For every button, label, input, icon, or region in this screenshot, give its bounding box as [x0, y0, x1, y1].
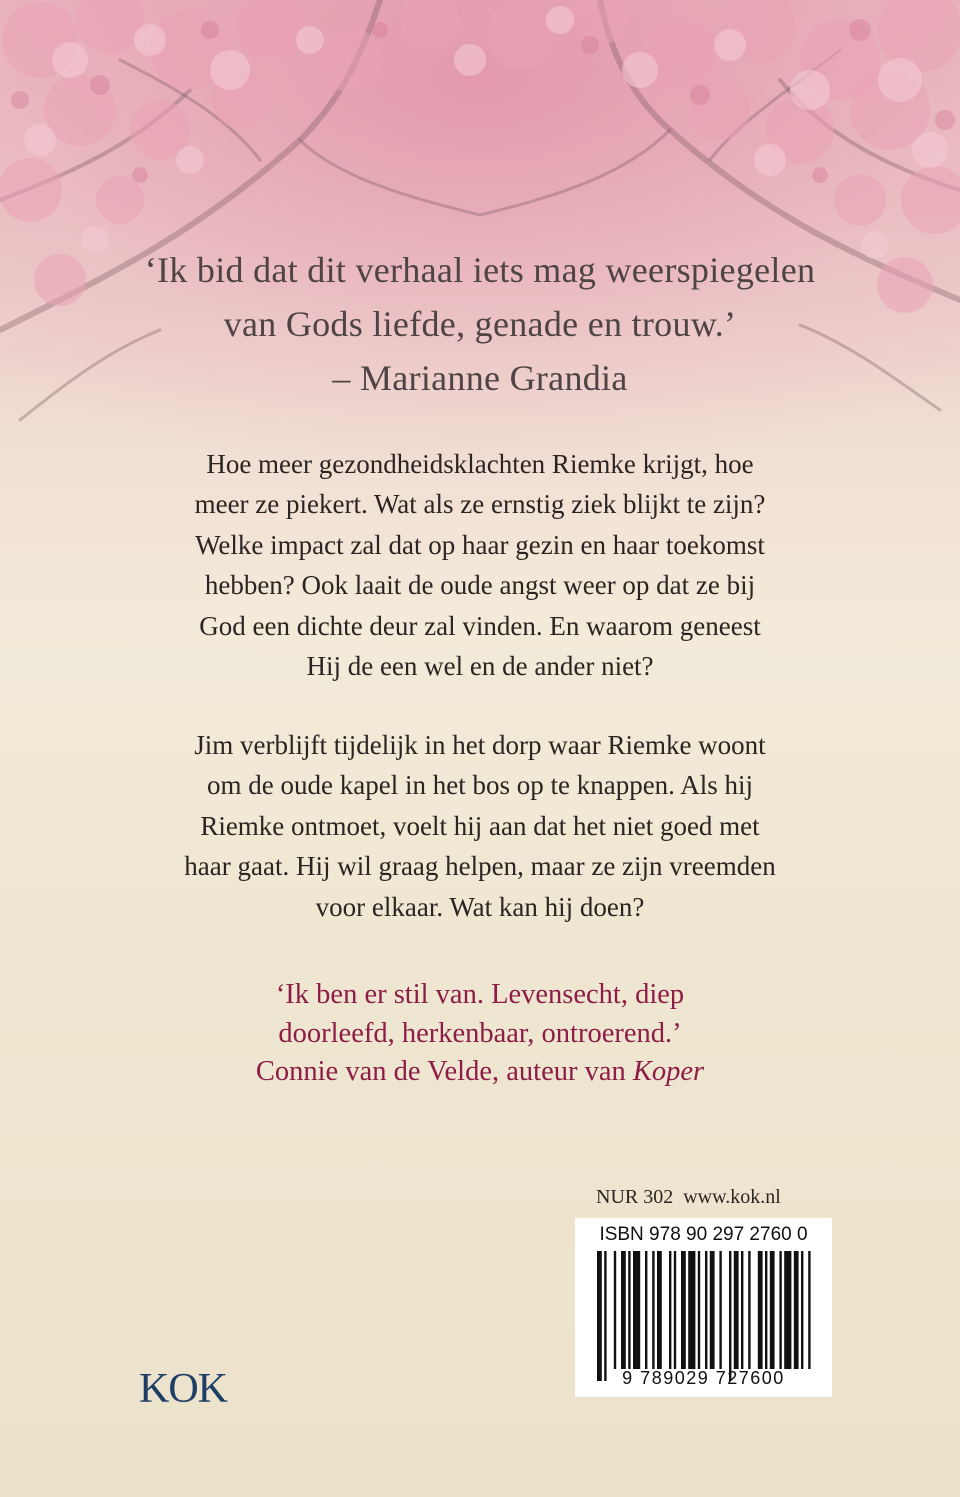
blurb-line: hebben? Ook laait de oude angst weer op dat ze bij	[204, 570, 756, 601]
review-line-1: ‘Ik ben er stil van. Levensecht, diep	[275, 979, 685, 1010]
blurb-line: Welke impact zal dat op haar gezin en haar toekomst	[195, 529, 765, 560]
blurb-paragraph-1	[0, 444, 960, 686]
author-quote-line-1: ‘Ik bid dat dit verhaal iets mag weerspiegelen	[144, 250, 816, 290]
blurb-paragraph-2	[0, 725, 960, 927]
barcode-digits: 9 789029 727600	[622, 1368, 785, 1388]
review-book-title: Koper	[632, 1056, 705, 1087]
blurb-line: haar gaat. Hij wil graag helpen, maar ze zijn vreemden	[184, 851, 776, 882]
blurb-line: God een dichte deur zal vinden. En waarom geneest	[199, 610, 761, 641]
isbn-label: ISBN 978 90 297 2760 0	[599, 1224, 808, 1245]
isbn-barcode-box	[575, 1218, 832, 1397]
blurb-line: voor elkaar. Wat kan hij doen?	[315, 891, 645, 922]
review-quote	[0, 976, 960, 1092]
nur-and-website	[596, 1186, 791, 1209]
publisher-website: www.kok.nl	[683, 1186, 781, 1208]
blurb-line: Hoe meer gezondheidsklachten Riemke krijgt, hoe	[206, 449, 754, 479]
author-quote-line-2: van Gods liefde, genade en trouw.’	[223, 304, 737, 344]
blurb-line: meer ze piekert. Wat als ze ernstig ziek blijkt te zijn?	[194, 489, 766, 520]
nur-code: NUR 302	[596, 1186, 674, 1208]
blurb-line: Riemke ontmoet, voelt hij aan dat het niet goed met	[200, 810, 760, 841]
review-line-2: doorleefd, herkenbaar, ontroerend.’	[278, 1017, 682, 1049]
review-attribution: Connie van de Velde, auteur van	[255, 1056, 626, 1087]
author-quote-attribution: – Marianne Grandia	[332, 358, 628, 398]
blurb-line: Hij de een wel en de ander niet?	[306, 651, 654, 682]
blurb-line: Jim verblijft tijdelijk in het dorp waar Riemke woont	[194, 730, 766, 760]
publisher-logo: KOK	[139, 1366, 227, 1412]
author-quote	[0, 243, 960, 405]
blurb-line: om de oude kapel in het bos op te knappen. Als hij	[207, 770, 753, 801]
review-attribution-line	[0, 1053, 960, 1092]
